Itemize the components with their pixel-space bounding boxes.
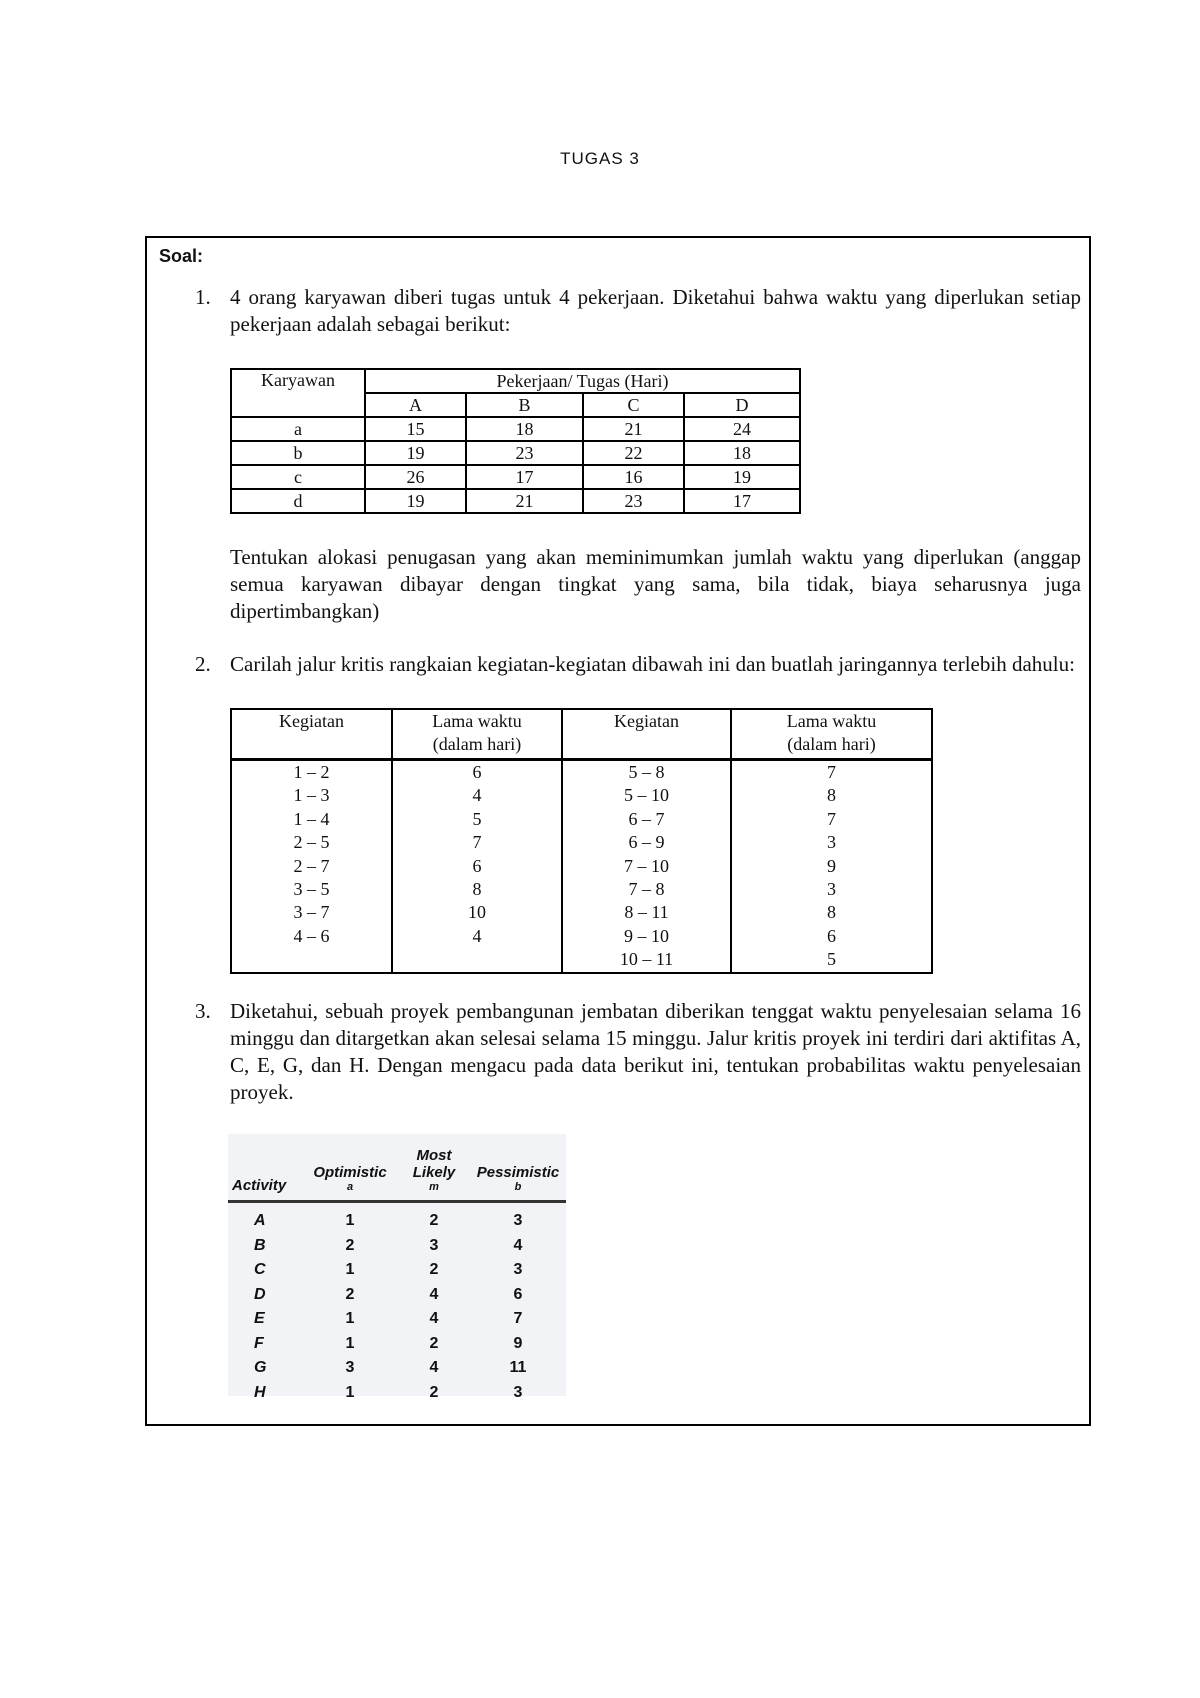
cell: 19 bbox=[684, 465, 800, 489]
cell: 19 bbox=[365, 489, 466, 513]
table-row: A 1 2 3 bbox=[254, 1212, 523, 1230]
cell: 17 bbox=[466, 465, 583, 489]
pert-header-most-likely: Most Likely m bbox=[412, 1147, 456, 1193]
table-row: H 1 2 3 bbox=[254, 1383, 523, 1401]
left-activities: 1 – 2 1 – 3 1 – 4 2 – 5 2 – 7 3 – 5 3 – 7 4 – 6 bbox=[231, 760, 392, 973]
duration-header: Lama waktu (dalam hari) bbox=[392, 709, 562, 760]
pert-header-pessimistic: Pessimistic b bbox=[476, 1164, 560, 1193]
table-row: F 1 2 9 bbox=[254, 1334, 523, 1352]
duration-header: Lama waktu (dalam hari) bbox=[731, 709, 932, 760]
page-title: TUGAS 3 bbox=[560, 149, 640, 168]
table-row: D 2 4 6 bbox=[254, 1285, 523, 1303]
q3-number: 3. bbox=[195, 999, 211, 1023]
activity-header: Kegiatan bbox=[231, 709, 392, 760]
pert-table bbox=[228, 1134, 566, 1405]
table-row: G 3 4 11 bbox=[254, 1359, 527, 1377]
assignment-group-header: Pekerjaan/ Tugas (Hari) bbox=[365, 369, 800, 393]
q1-intro: 4 orang karyawan diberi tugas untuk 4 pekerjaan. Diketahui bahwa waktu yang diperlukan setiap pekerjaan adalah sebagai berikut: bbox=[230, 285, 1081, 336]
pert-table-image bbox=[228, 1134, 566, 1401]
assignment-col-header: D bbox=[684, 393, 800, 417]
table-row: E 1 4 7 bbox=[254, 1310, 523, 1328]
pert-header-optimistic: Optimistic a bbox=[313, 1164, 387, 1193]
table-row bbox=[231, 441, 800, 465]
question-box bbox=[145, 236, 1091, 1426]
cell: 23 bbox=[583, 489, 684, 513]
assignment-col-header: C bbox=[583, 393, 684, 417]
cell: 21 bbox=[466, 489, 583, 513]
q1-question: Tentukan alokasi penugasan yang akan meminimumkan jumlah waktu yang diperlukan (anggap semua karyawan dibayar dengan tingkat yang sama, bila tidak, biaya seharusnya juga dipertimbangkan) bbox=[230, 545, 1081, 623]
row-label: b bbox=[231, 441, 365, 465]
cell: 21 bbox=[583, 417, 684, 441]
q2-number: 2. bbox=[195, 652, 211, 676]
row-label: c bbox=[231, 465, 365, 489]
activity-table bbox=[230, 708, 933, 974]
cell: 24 bbox=[684, 417, 800, 441]
q3-intro: Diketahui, sebuah proyek pembangunan jembatan diberikan tenggat waktu penyelesaian selama 16 minggu dan ditargetkan akan selesai selama 15 minggu. Jalur kritis proyek ini terdiri dari aktifitas A, C, E, G, dan H. Dengan mengacu pada data berikut ini, tentukan probabilitas waktu penyelesaian proyek. bbox=[230, 999, 1081, 1104]
assignment-row-header: Karyawan bbox=[231, 369, 365, 417]
right-durations: 7 8 7 3 9 3 8 6 5 bbox=[731, 760, 932, 973]
soal-label: Soal: bbox=[159, 246, 204, 266]
table-row bbox=[231, 465, 800, 489]
q2-intro: Carilah jalur kritis rangkaian kegiatan-kegiatan dibawah ini dan buatlah jaringannya terlebih dahulu: bbox=[230, 652, 1075, 676]
pert-header-activity: Activity bbox=[232, 1177, 287, 1194]
cell: 17 bbox=[684, 489, 800, 513]
cell: 22 bbox=[583, 441, 684, 465]
table-row bbox=[231, 489, 800, 513]
table-row: C 1 2 3 bbox=[254, 1261, 523, 1279]
row-label: d bbox=[231, 489, 365, 513]
cell: 18 bbox=[466, 417, 583, 441]
table-row: B 2 3 4 bbox=[254, 1236, 523, 1254]
left-durations: 6 4 5 7 6 8 10 4 bbox=[392, 760, 562, 973]
table-row bbox=[231, 417, 800, 441]
cell: 26 bbox=[365, 465, 466, 489]
cell: 16 bbox=[583, 465, 684, 489]
q1-number: 1. bbox=[195, 285, 211, 309]
assignment-col-header: B bbox=[466, 393, 583, 417]
row-label: a bbox=[231, 417, 365, 441]
right-activities: 5 – 8 5 – 10 6 – 7 6 – 9 7 – 10 7 – 8 8 – 11 9 – 10 10 – 11 bbox=[562, 760, 731, 973]
assignment-col-header: A bbox=[365, 393, 466, 417]
cell: 19 bbox=[365, 441, 466, 465]
cell: 15 bbox=[365, 417, 466, 441]
cell: 23 bbox=[466, 441, 583, 465]
cell: 18 bbox=[684, 441, 800, 465]
activity-header: Kegiatan bbox=[562, 709, 731, 760]
assignment-table bbox=[230, 368, 801, 514]
